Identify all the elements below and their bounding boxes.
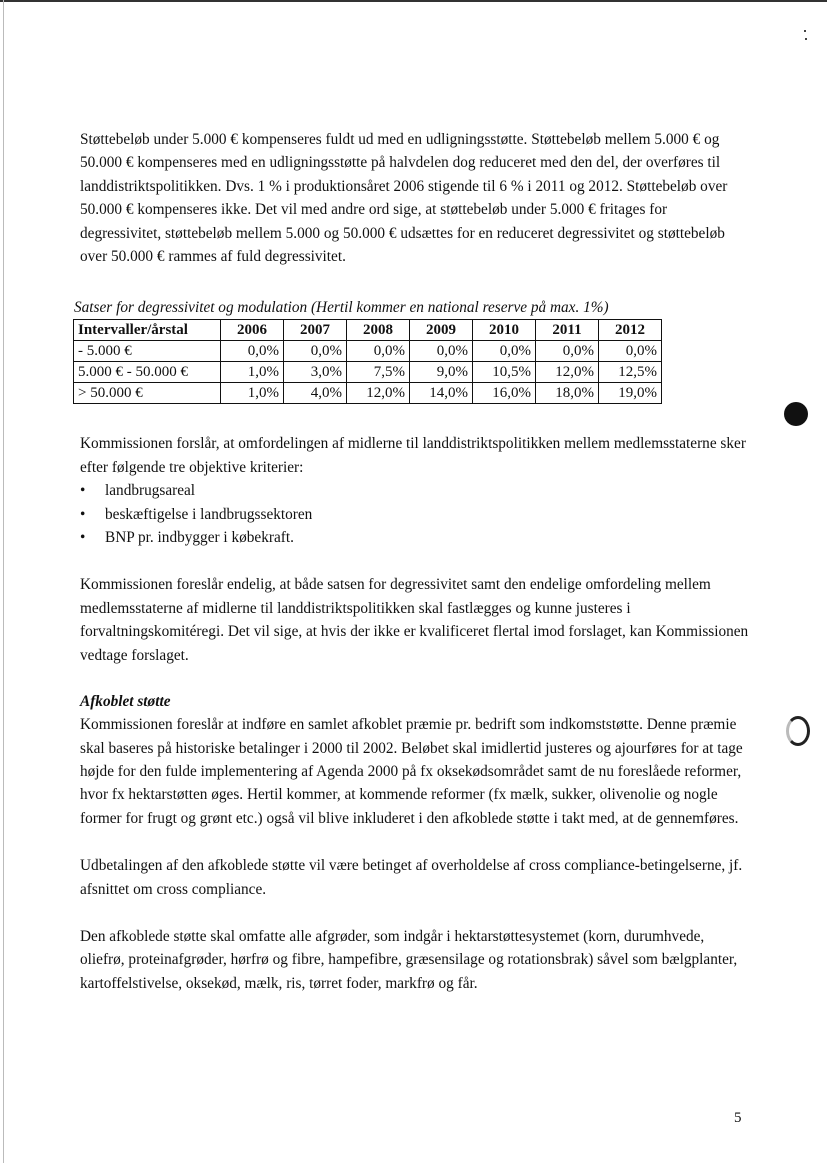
table-cell: 19,0% bbox=[599, 383, 662, 404]
scan-speck bbox=[805, 38, 807, 40]
table-cell: 12,0% bbox=[347, 383, 410, 404]
criteria-list bbox=[80, 479, 750, 549]
table-cell: 9,0% bbox=[410, 362, 473, 383]
binding-ring-mark bbox=[786, 716, 810, 746]
left-border-line bbox=[3, 0, 4, 1163]
list-item-text: beskæftigelse i landbrugssektoren bbox=[105, 505, 313, 523]
bullet-icon: • bbox=[80, 505, 86, 523]
section-heading: Afkoblet støtte bbox=[80, 693, 171, 711]
table-row bbox=[74, 362, 662, 383]
paragraph-degressivity: Støttebeløb under 5.000 € kompenseres fuldt ud med en udligningsstøtte. Støttebeløb mellem 5.000 € og 50.000 € kompenseres med en udligningsstøtte på halvdelen dog reduceret med den del, der overføres til landdistriktspolitikken. Dvs. 1 % i produktionsåret 2006 stigende til 6 % i 2011 og 2012. Støttebeløb over 50.000 € kompenseres ikke. Det vil med andre ord sige, at støttebeløb under 5.000 € fritages for degressivitet, støttebeløb mellem 5.000 og 50.000 € udsættes for en reduceret degressivitet og støttebeløb over 50.000 € rammes af fuld degressivitet. bbox=[80, 131, 728, 266]
bullet-icon: • bbox=[80, 482, 86, 500]
table-cell: 12,5% bbox=[599, 362, 662, 383]
list-item bbox=[80, 503, 750, 526]
table-cell: 16,0% bbox=[473, 383, 536, 404]
table-cell: 10,5% bbox=[473, 362, 536, 383]
scan-speck bbox=[804, 30, 806, 32]
table-header-cell: 2007 bbox=[284, 320, 347, 341]
rates-table bbox=[73, 319, 662, 404]
table-cell: 0,0% bbox=[284, 341, 347, 362]
table-row bbox=[74, 341, 662, 362]
list-item bbox=[80, 479, 750, 502]
table-header-cell: Intervaller/årstal bbox=[74, 320, 221, 341]
top-border-line bbox=[0, 0, 827, 2]
table-header-cell: 2009 bbox=[410, 320, 473, 341]
table-row bbox=[74, 383, 662, 404]
table-cell: 0,0% bbox=[347, 341, 410, 362]
table-cell: 0,0% bbox=[221, 341, 284, 362]
table-cell: 18,0% bbox=[536, 383, 599, 404]
table-cell: 12,0% bbox=[536, 362, 599, 383]
table-cell: 1,0% bbox=[221, 362, 284, 383]
page-number: 5 bbox=[734, 1110, 742, 1126]
table-cell: 4,0% bbox=[284, 383, 347, 404]
table-cell: 0,0% bbox=[473, 341, 536, 362]
bullet-icon: • bbox=[80, 529, 86, 547]
paragraph-final-proposal: Kommissionen foreslår endelig, at både satsen for degressivitet samt den endelige omfordeling mellem medlemsstaterne af midlerne til landdistriktspolitikken skal fastlægges og kunne justeres i forvaltningskomitéregi. Det vil sige, at hvis der ikke er kvalificeret flertal imod forslaget, kan Kommissionen vedtage forslaget. bbox=[80, 576, 749, 664]
table-cell: 3,0% bbox=[284, 362, 347, 383]
table-header-cell: 2006 bbox=[221, 320, 284, 341]
table-cell: 0,0% bbox=[410, 341, 473, 362]
table-cell: 0,0% bbox=[536, 341, 599, 362]
paragraph-decoupled-support: Kommissionen foreslår at indføre en samlet afkoblet præmie pr. bedrift som indkomststøtte. Denne præmie skal baseres på historiske betalinger i 2000 til 2002. Beløbet skal imidlertid justeres og ajourføres for at tage højde for den fulde implementering af Agenda 2000 på fx oksekødsområdet samt de nu foreslåede reformer, hvor fx hektarstøtten øges. Hertil kommer, at kommende reformer (fx mælk, sukker, olivenolie og nogle former for frugt og grønt etc.) også vil blive inkluderet i den afkoblede støtte i takt med, at de gennemføres. bbox=[80, 716, 743, 827]
punch-hole-mark bbox=[784, 402, 808, 426]
table-header-cell: 2012 bbox=[599, 320, 662, 341]
paragraph-payment: Udbetalingen af den afkoblede støtte vil være betinget af overholdelse af cross compliance-betingelserne, jf. afsnittet om cross compliance. bbox=[80, 857, 743, 898]
table-caption: Satser for degressivitet og modulation (Hertil kommer en national reserve på max. 1%) bbox=[74, 299, 609, 317]
table-cell: - 5.000 € bbox=[74, 341, 221, 362]
page-content bbox=[74, 128, 750, 995]
table-header-row bbox=[74, 320, 662, 341]
table-header-cell: 2011 bbox=[536, 320, 599, 341]
paragraph-coverage: Den afkoblede støtte skal omfatte alle afgrøder, som indgår i hektarstøttesystemet (korn, durumhvede, oliefrø, proteinafgrøder, hørfrø og fibre, hampefibre, græsensilage og rotationsbrak) såvel som bælgplanter, kartoffelstivelse, oksekød, mælk, ris, tørret foder, markfrø og får. bbox=[80, 927, 738, 992]
table-cell: 1,0% bbox=[221, 383, 284, 404]
table-header-cell: 2010 bbox=[473, 320, 536, 341]
list-item-text: BNP pr. indbygger i købekraft. bbox=[105, 529, 294, 547]
table-cell: 0,0% bbox=[599, 341, 662, 362]
list-item-text: landbrugsareal bbox=[105, 482, 196, 500]
table-header-cell: 2008 bbox=[347, 320, 410, 341]
table-cell: > 50.000 € bbox=[74, 383, 221, 404]
list-item bbox=[80, 526, 750, 549]
table-cell: 7,5% bbox=[347, 362, 410, 383]
table-cell: 14,0% bbox=[410, 383, 473, 404]
table-cell: 5.000 € - 50.000 € bbox=[74, 362, 221, 383]
paragraph-criteria-intro: Kommissionen forslår, at omfordelingen af midlerne til landdistriktspolitikken mellem medlemsstaterne sker efter følgende tre objektive kriterier: bbox=[80, 435, 746, 476]
